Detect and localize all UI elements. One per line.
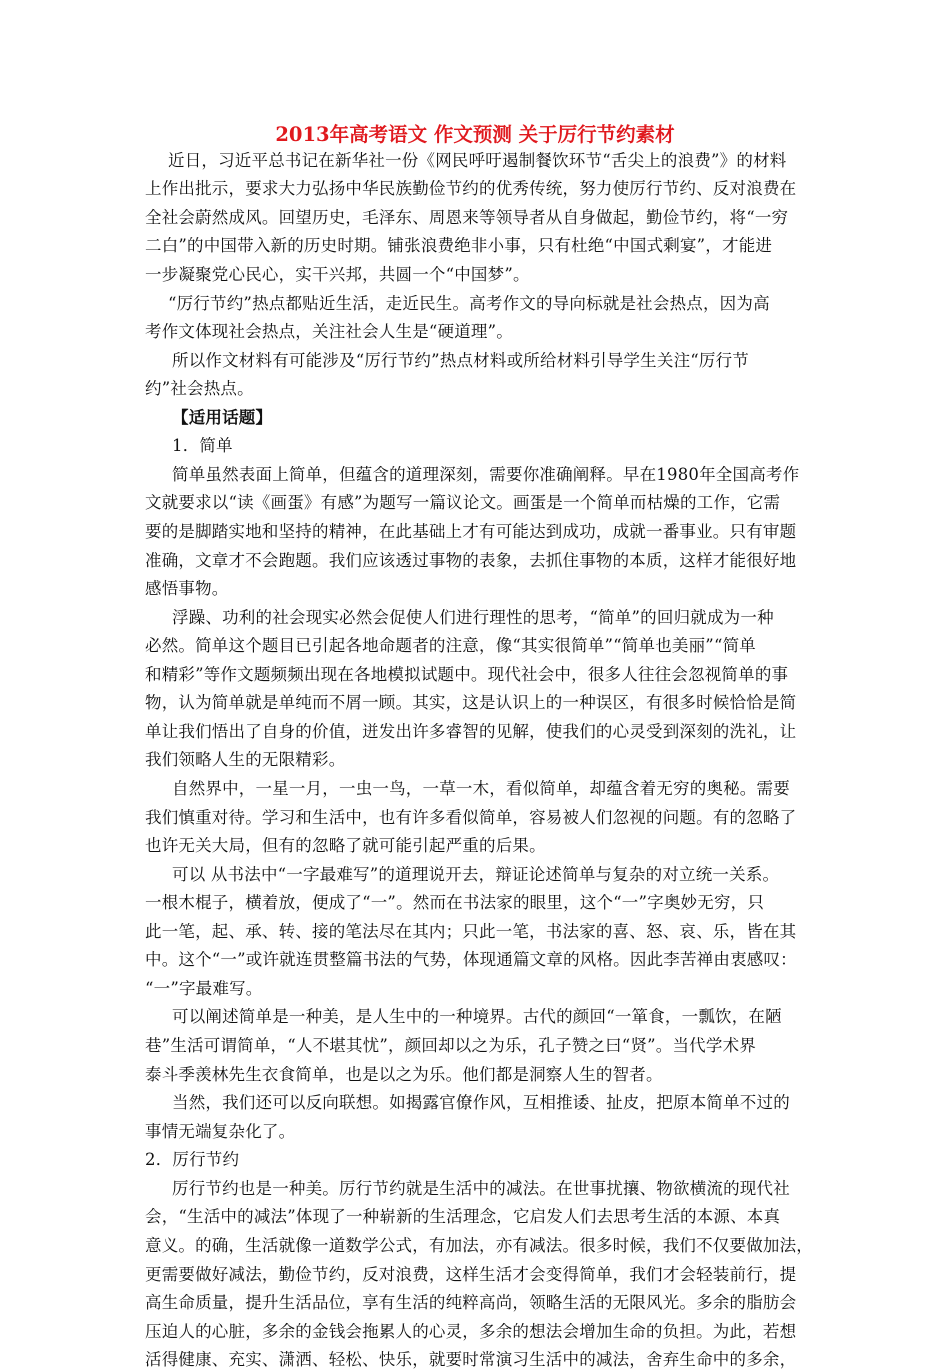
text-line: 一根木棍子，横着放，便成了“一”。然而在书法家的眼里，这个“一”字奥妙无穷，只 [145, 893, 765, 912]
text-line: 压迫人的心脏，多余的金钱会拖累人的心灵，多余的想法会增加生命的负担。为此，若想 [145, 1322, 797, 1341]
text-line: 厉行节约也是一种美。厉行节约就是生活中的减法。在世事扰攘、物欲横流的现代社 [172, 1179, 790, 1198]
text-line: 感悟事物。 [145, 579, 229, 598]
text-line: 巷”生活可谓简单，“人不堪其忧”，颜回却以之为乐，孔子赞之曰“贤”。当代学术界 [145, 1036, 756, 1055]
text-line: 我们领略人生的无限精彩。 [145, 750, 346, 769]
text-line: 意义。的确，生活就像一道数学公式，有加法，亦有减法。很多时候，我们不仅要做加法， [145, 1236, 813, 1255]
text-line: 活得健康、充实、潇洒、轻松、快乐，就要时常演习生活中的减法，舍弃生命中的多余， [145, 1350, 797, 1369]
text-line: 泰斗季羡林先生衣食简单，也是以之为乐。他们都是洞察人生的智者。 [145, 1065, 663, 1084]
text-line: 更需要做好减法，勤俭节约，反对浪费，这样生活才会变得简单，我们才会轻装前行，提 [145, 1265, 797, 1284]
document-title: 2013年高考语文 作文预测 关于厉行节约素材 [275, 123, 675, 146]
text-line: 中。这个“一”或许就连贯整篇书法的气势，体现通篇文章的风格。因此李苦禅由衷感叹： [145, 950, 797, 969]
text-line: 我们慎重对待。学习和生活中，也有许多看似简单，容易被人们忽视的问题。有的忽略了 [145, 808, 797, 827]
text-line: 文就要求以“读《画蛋》有感”为题写一篇议论文。画蛋是一个简单而枯燥的工作，它需 [145, 493, 781, 512]
text-line: “一”字最难写。 [145, 979, 263, 998]
text-line: 浮躁、功利的社会现实必然会促使人们进行理性的思考，“简单”的回归就成为一种 [172, 608, 774, 627]
text-line: 1．简单 [172, 436, 233, 455]
text-line: 可以 从书法中“一字最难写”的道理说开去，辩证论述简单与复杂的对立统一关系。 [172, 865, 780, 884]
text-line: 事情无端复杂化了。 [145, 1122, 296, 1141]
text-line: 近日，习近平总书记在新华社一份《网民呼吁遏制餐饮环节“舌尖上的浪费”》的材料 [168, 151, 787, 170]
text-line: 简单虽然表面上简单，但蕴含的道理深刻，需要你准确阐释。早在1980年全国高考作 [172, 465, 800, 484]
text-line: 上作出批示，要求大力弘扬中华民族勤俭节约的优秀传统，努力使厉行节约、反对浪费在 [145, 179, 797, 198]
text-line: 会，“生活中的减法”体现了一种崭新的生活理念，它启发人们去思考生活的本源、本真 [145, 1207, 781, 1226]
text-line: 可以阐述简单是一种美，是人生中的一种境界。古代的颜回“一箪食，一瓢饮，在陋 [172, 1007, 782, 1026]
section-heading: 【适用话题】 [172, 408, 273, 427]
text-line: 2．厉行节约 [145, 1150, 240, 1169]
text-line: 考作文体现社会热点，关注社会人生是“硬道理”。 [145, 322, 513, 341]
text-line: 此一笔，起、承、转、接的笔法尽在其内；只此一笔，书法家的喜、怒、哀、乐，皆在其 [145, 922, 797, 941]
text-line: “厉行节约”热点都贴近生活，走近民生。高考作文的导向标就是社会热点，因为高 [168, 294, 770, 313]
text-line: 全社会蔚然成风。回望历史，毛泽东、周恩来等领导者从自身做起，勤俭节约，将“一穷 [145, 208, 789, 227]
text-line: 准确，文章才不会跑题。我们应该透过事物的表象，去抓住事物的本质，这样才能很好地 [145, 551, 797, 570]
text-line: 约”社会热点。 [145, 379, 254, 398]
text-line: 物，认为简单就是单纯而不屑一顾。其实，这是认识上的一种误区，有很多时候恰恰是简 [145, 693, 797, 712]
text-line: 高生命质量，提升生活品位，享有生活的纯粹高尚，领略生活的无限风光。多余的脂肪会 [145, 1293, 797, 1312]
text-line: 二白”的中国带入新的历史时期。铺张浪费绝非小事，只有杜绝“中国式剩宴”，才能进 [145, 236, 773, 255]
text-line: 也许无关大局，但有的忽略了就可能引起严重的后果。 [145, 836, 546, 855]
text-line: 所以作文材料有可能涉及“厉行节约”热点材料或所给材料引导学生关注“厉行节 [172, 351, 750, 370]
text-line: 一步凝聚党心民心，实干兴邦，共圆一个“中国梦”。 [145, 265, 530, 284]
text-line: 自然界中，一星一月，一虫一鸟，一草一木，看似简单，却蕴含着无穷的奥秘。需要 [172, 779, 790, 798]
text-line: 单让我们悟出了自身的价值，迸发出许多睿智的见解，使我们的心灵受到深刻的洗礼，让 [145, 722, 797, 741]
text-line: 和精彩”等作文题频频出现在各地模拟试题中。现代社会中，很多人往往会忽视简单的事 [145, 665, 789, 684]
text-line: 要的是脚踏实地和坚持的精神，在此基础上才有可能达到成功，成就一番事业。只有审题 [145, 522, 797, 541]
text-line: 当然，我们还可以反向联想。如揭露官僚作风，互相推诿、扯皮，把原本简单不过的 [172, 1093, 790, 1112]
text-line: 必然。简单这个题目已引起各地命题者的注意，像“其实很简单”“简单也美丽”“简单 [145, 636, 756, 655]
